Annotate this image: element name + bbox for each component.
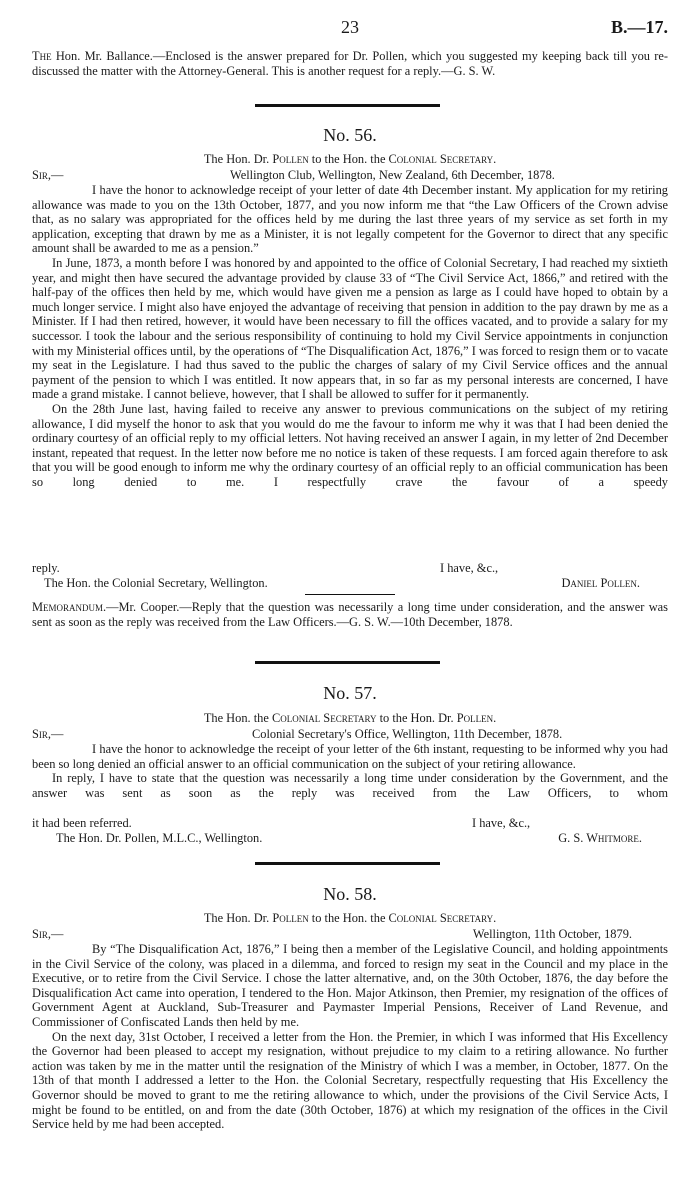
letter-number-57: No. 57. — [323, 683, 377, 703]
signature: G. S. Whitmore. — [558, 831, 642, 845]
salutation: Sir,— — [32, 168, 64, 182]
salutation: Sir,— — [32, 727, 64, 741]
section-rule — [255, 661, 440, 664]
letter-number-56: No. 56. — [323, 125, 377, 145]
letter-number-58: No. 58. — [323, 884, 377, 904]
section-rule — [255, 862, 440, 865]
paragraph: I have the honor to acknowledge the receipt of your letter of the 6th instant, requesting to be informed why you had been so long denied an official answer to an official communication on the subject of your retiring allowance. — [32, 742, 668, 771]
closing-row-57 — [32, 816, 668, 831]
letter-caption-58: The Hon. Dr. Pollen to the Hon. the Colonial Secretary. — [203, 911, 497, 925]
addressee: The Hon. the Colonial Secretary, Wellington. — [44, 576, 268, 590]
paragraph: In June, 1873, a month before I was honored by and appointed to the office of Colonial Secretary, I had reached my sixtieth year, and might then have secured the advantage provided by clause 33 of “The Civil Service Act, 1866,” and retired with the half-pay of the offices then held by me, which would have given me a pension as large as I could have hoped to obtain by a much longer service. I might also have enjoyed the advantage of receiving that pension in addition to the pay drawn by me as a Minister. If I had then retired, however, it would have been necessary to fill the offices vacated, and to provide a salary for my successor. I took the labour and the serious responsibility of continuing to hold my Civil Service appointments in conjunction with my Ministerial offices until, by the operations of “The Disqualification Act, 1876,” I was forced to resign them or to vacate my seat in the Legislature. I had thus saved to the public the charges of salary of my Civil Service offices and the annual payment of the pension to which I was entitled. It now appears that, in so far as my personal interests are concerned, I have made a grand mistake. I cannot believe, however, that I shall be allowed to suffer for it permanently. — [32, 255, 668, 402]
letter-body-57 — [32, 742, 668, 800]
closing: I have, &c., — [472, 816, 531, 830]
letter-caption-56: The Hon. Dr. Pollen to the Hon. the Colonial Secretary. — [203, 152, 497, 166]
letter-caption-57: The Hon. the Colonial Secretary to the Hon. Dr. Pollen. — [203, 711, 497, 725]
last-line: it had been referred. — [32, 816, 132, 830]
memo-rule — [305, 594, 395, 595]
salutation-row-58 — [32, 927, 668, 942]
closing-row-56 — [32, 561, 668, 576]
paragraph: By “The Disqualification Act, 1876,” I being then a member of the Legislative Council, and holding appointments in the Civil Service of the colony, was placed in a dilemma, and forced to resign my seat in the Council and my place in the Executive, or to retire from the Civil Service. I chose the latter alternative, and, on the 30th October, 1876, the day before the Disqualification Act came into operation, I tendered to the Hon. Major Atkinson, then Premier, my resignation of the offices of Government Agent at Auckland, Sub-Treasurer and Paymaster Imperial Pensions, Receiver of Land Revenue, and Commissioner of Confiscated Lands then held by me. — [32, 942, 668, 1029]
closing: I have, &c., — [440, 561, 499, 575]
document-reference: B.—17. — [610, 17, 668, 37]
paragraph: On the next day, 31st October, I received a letter from the Hon. the Premier, in which I was informed that His Excellency the Governor had been pleased to accept my resignation, without prejudice to my claim to a retiring allowance. No further action was taken by me in the matter until the resignation of the Ministry of which I was a member, in October, 1877. On the 13th of that month I addressed a letter to the Hon. the Colonial Secretary, respectfully requesting that His Excellency the Governor should be moved to grant to me the retiring allowance to which, under the provisions of the Civil Service Acts, I might be found to be entitled, on and from the date (30th October, 1876) at which my resignation of the offices in the Civil Service held by me had been accepted. — [32, 1029, 668, 1132]
salutation: Sir,— — [32, 927, 64, 941]
intro-text: Hon. Mr. Ballance.—Enclosed is the answer prepared for Dr. Pollen, which you suggested my keeping back till you re-discussed the matter with the Attorney-General. This is another request for a reply.—G. S. W. — [32, 49, 668, 78]
last-word: reply. — [32, 561, 60, 575]
intro-paragraph — [32, 49, 668, 78]
signature-row-56 — [32, 576, 668, 591]
dateline: Colonial Secretary's Office, Wellington, 11th December, 1878. — [252, 727, 563, 741]
paragraph: I have the honor to acknowledge receipt of your letter of date 4th December instant. My application for my retiring allowance was made to you on the 13th October, 1877, and you now inform me that “the Law Officers of the Crown advise that, as no salary was appropriated for the offices held by me during the last three years of my service as set forth in my application, excepting that drawn by me as a Minister, it is not legally competent for the Governor to direct that any specific amount shall be awarded to me as a pension.” — [32, 183, 668, 256]
memo-label: Memorandum. — [32, 600, 107, 614]
dateline: Wellington, 11th October, 1879. — [472, 927, 632, 941]
dateline: Wellington Club, Wellington, New Zealand, 6th December, 1878. — [230, 168, 555, 182]
signature-row-57 — [32, 831, 668, 846]
signature: Daniel Pollen. — [561, 576, 640, 590]
memorandum — [32, 600, 668, 629]
salutation-row-57 — [32, 727, 668, 742]
intro-lead: The — [32, 49, 52, 63]
paragraph: On the 28th June last, having failed to receive any answer to previous communications on the subject of my retiring allowance, I did myself the honor to ask that you would do me the favour to inform me why it was that I had been denied the ordinary courtesy of an official reply to my official letters. Not having received an answer I again, in my letter of 2nd December instant, repeated that request. In the letter now before me no notice is taken of these requests. I am forced again therefore to ask that you will be good enough to inform me why the ordinary courtesy of an official reply to an official communication has been so long denied to me. I respectfully crave the favour of a speedy — [32, 401, 668, 489]
addressee: The Hon. Dr. Pollen, M.L.C., Wellington. — [56, 831, 263, 845]
letter-body-58 — [32, 942, 668, 1132]
letter-body-56 — [32, 183, 668, 489]
page-number: 23 — [341, 17, 359, 37]
paragraph: In reply, I have to state that the question was necessarily a long time under consideration by the Government, and the answer was sent as soon as the reply was received from the Law Officers, to whom — [32, 771, 668, 800]
salutation-row-56 — [32, 168, 668, 183]
memo-text: —Mr. Cooper.—Reply that the question was necessarily a long time under consideration, and the answer was sent as soon as the reply was received from the Law Officers.—G. S. W.—10th December, 1878. — [32, 600, 668, 629]
section-rule — [255, 104, 440, 107]
